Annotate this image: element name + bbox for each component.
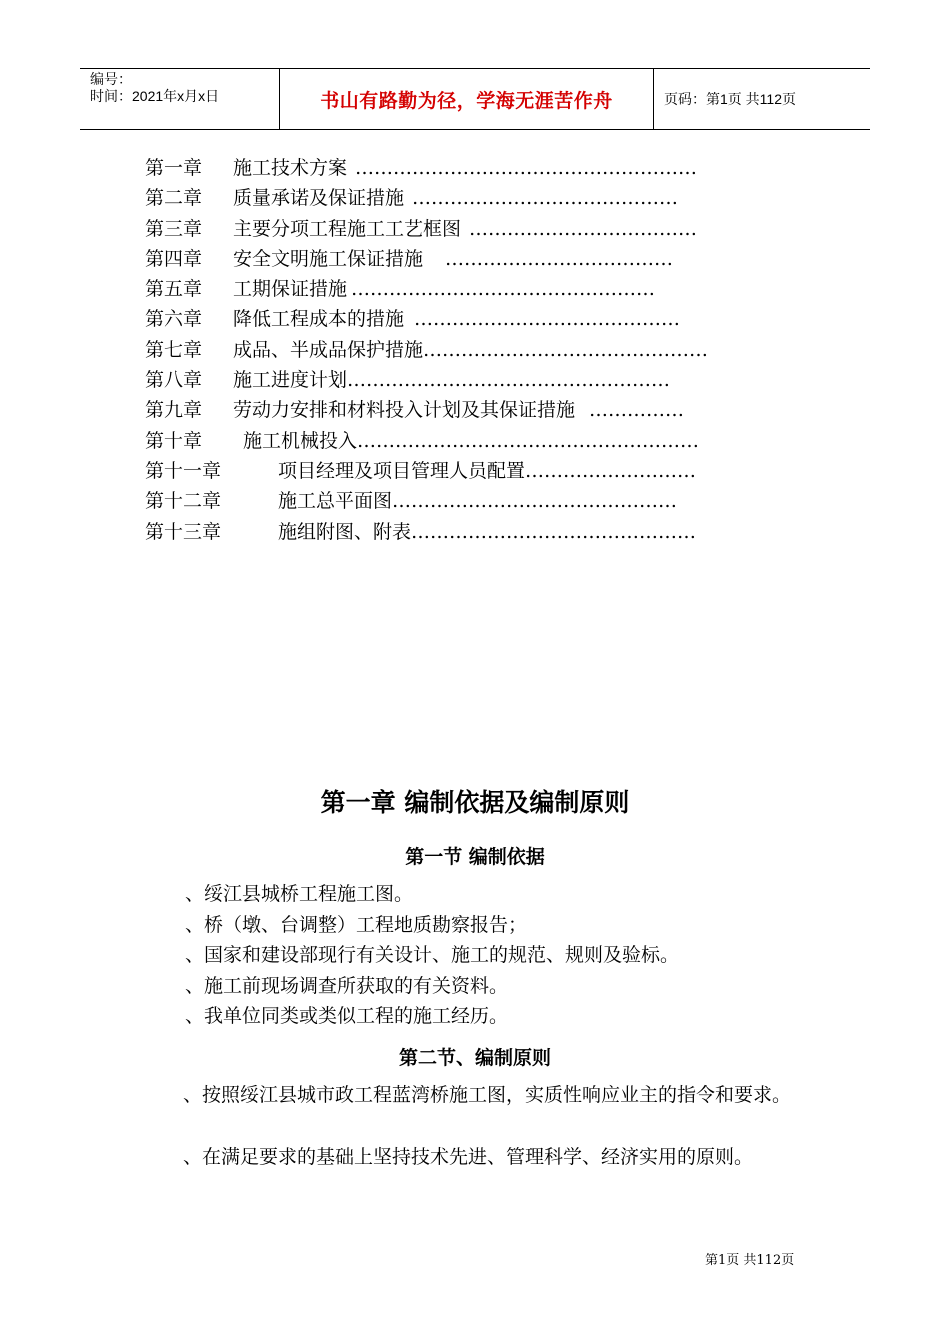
header-meta [80,69,280,129]
table-of-contents [145,153,845,547]
list-item: 、桥（墩、台调整）工程地质勘察报告； [185,913,528,936]
list-item: 、我单位同类或类似工程的施工经历。 [185,1005,509,1027]
toc-chapter-title: 工期保证措施 [233,278,348,301]
toc-entry[interactable] [145,304,845,334]
toc-chapter-number: 第十三章 [145,520,222,543]
toc-leader-dots: ……………………………… [469,217,698,240]
toc-entry[interactable] [145,274,845,304]
toc-leader-dots: …………… [589,399,685,422]
toc-chapter-number: 第十一章 [145,459,222,482]
header-motto: 书山有路勤为径，学海无涯苦作舟 [280,69,654,129]
toc-entry[interactable] [145,365,845,395]
toc-leader-dots: ……………………… [525,459,697,482]
toc-chapter-title: 施工总平面图 [278,490,393,513]
toc-leader-dots: …………………………………………… [347,369,671,392]
toc-entry[interactable] [145,486,845,516]
toc-entry[interactable] [145,244,845,274]
toc-chapter-number: 第九章 [145,399,203,422]
list-item: 、国家和建设部现行有关设计、施工的规范、规则及验标。 [185,944,680,966]
doc-number-label: 编号： [90,71,132,87]
toc-leader-dots: ………………………………………… [351,278,656,301]
toc-chapter-number: 第八章 [145,369,203,392]
toc-leader-dots: ……………………………………………… [355,157,698,179]
principle-paragraph: 、在满足要求的基础上坚持技术先进、管理科学、经济实用的原则。 [183,1146,754,1168]
toc-entry[interactable] [145,183,845,213]
toc-leader-dots: ……………………………… [445,247,674,270]
page-footer: 第1页 共112页 [705,1253,795,1268]
page-header [80,68,870,130]
toc-chapter-number: 第二章 [145,187,203,210]
toc-leader-dots: …………………………………… [414,308,681,331]
toc-chapter-number: 第四章 [145,247,203,270]
toc-chapter-number: 第六章 [145,308,203,331]
list-item: 、施工前现场调查所获取的有关资料。 [185,974,509,997]
toc-entry[interactable] [145,335,845,365]
toc-entry[interactable] [145,214,845,244]
principle-paragraph: 、按照绥江县城市政工程蓝湾桥施工图，实质性响应业主的指令和要求。 [183,1084,792,1106]
toc-chapter-title: 质量承诺及保证措施 [233,187,405,210]
toc-leader-dots: ……………………………………… [392,490,678,513]
doc-time-label: 时间：2021年x月x日 [90,88,220,104]
toc-chapter-title: 安全文明施工保证措施 [233,247,424,270]
section-heading-basis: 第一节 编制依据 [405,846,545,868]
toc-chapter-title: 施组附图、附表 [278,520,412,543]
toc-chapter-title: 主要分项工程施工工艺框图 [233,217,462,240]
section-heading-principles: 第二节、编制原则 [398,1047,551,1069]
toc-chapter-title: 成品、半成品保护措施 [233,338,424,361]
toc-chapter-title: 劳动力安排和材料投入计划及其保证措施 [233,399,576,422]
basis-list [185,879,679,1032]
toc-chapter-number: 第十章 [145,429,203,452]
toc-entry[interactable] [145,456,845,486]
toc-chapter-number: 第一章 [145,157,203,179]
toc-chapter-number: 第十二章 [145,490,222,513]
toc-chapter-title: 施工技术方案 [233,157,348,179]
toc-chapter-number: 第三章 [145,217,203,240]
toc-entry[interactable] [145,517,845,547]
toc-chapter-title: 施工进度计划 [233,369,348,392]
toc-chapter-title: 项目经理及项目管理人员配置 [278,459,526,482]
toc-chapter-number: 第五章 [145,278,203,301]
toc-entry[interactable] [145,153,845,183]
toc-chapter-number: 第七章 [145,338,203,361]
toc-leader-dots: …………………………………… [412,187,679,210]
toc-leader-dots: ……………………………………… [423,338,709,361]
toc-entry[interactable] [145,426,845,456]
toc-entry[interactable] [145,395,845,425]
header-page-info: 页码：第1页 共112页 [664,91,796,107]
chapter-heading: 第一章 编制依据及编制原则 [320,788,630,817]
toc-leader-dots: ……………………………………… [411,520,697,543]
toc-chapter-title: 降低工程成本的措施 [233,308,405,331]
toc-leader-dots: ……………………………………………… [357,429,700,452]
toc-chapter-title: 施工机械投入 [243,429,358,452]
list-item: 、绥江县城桥工程施工图。 [185,883,414,905]
